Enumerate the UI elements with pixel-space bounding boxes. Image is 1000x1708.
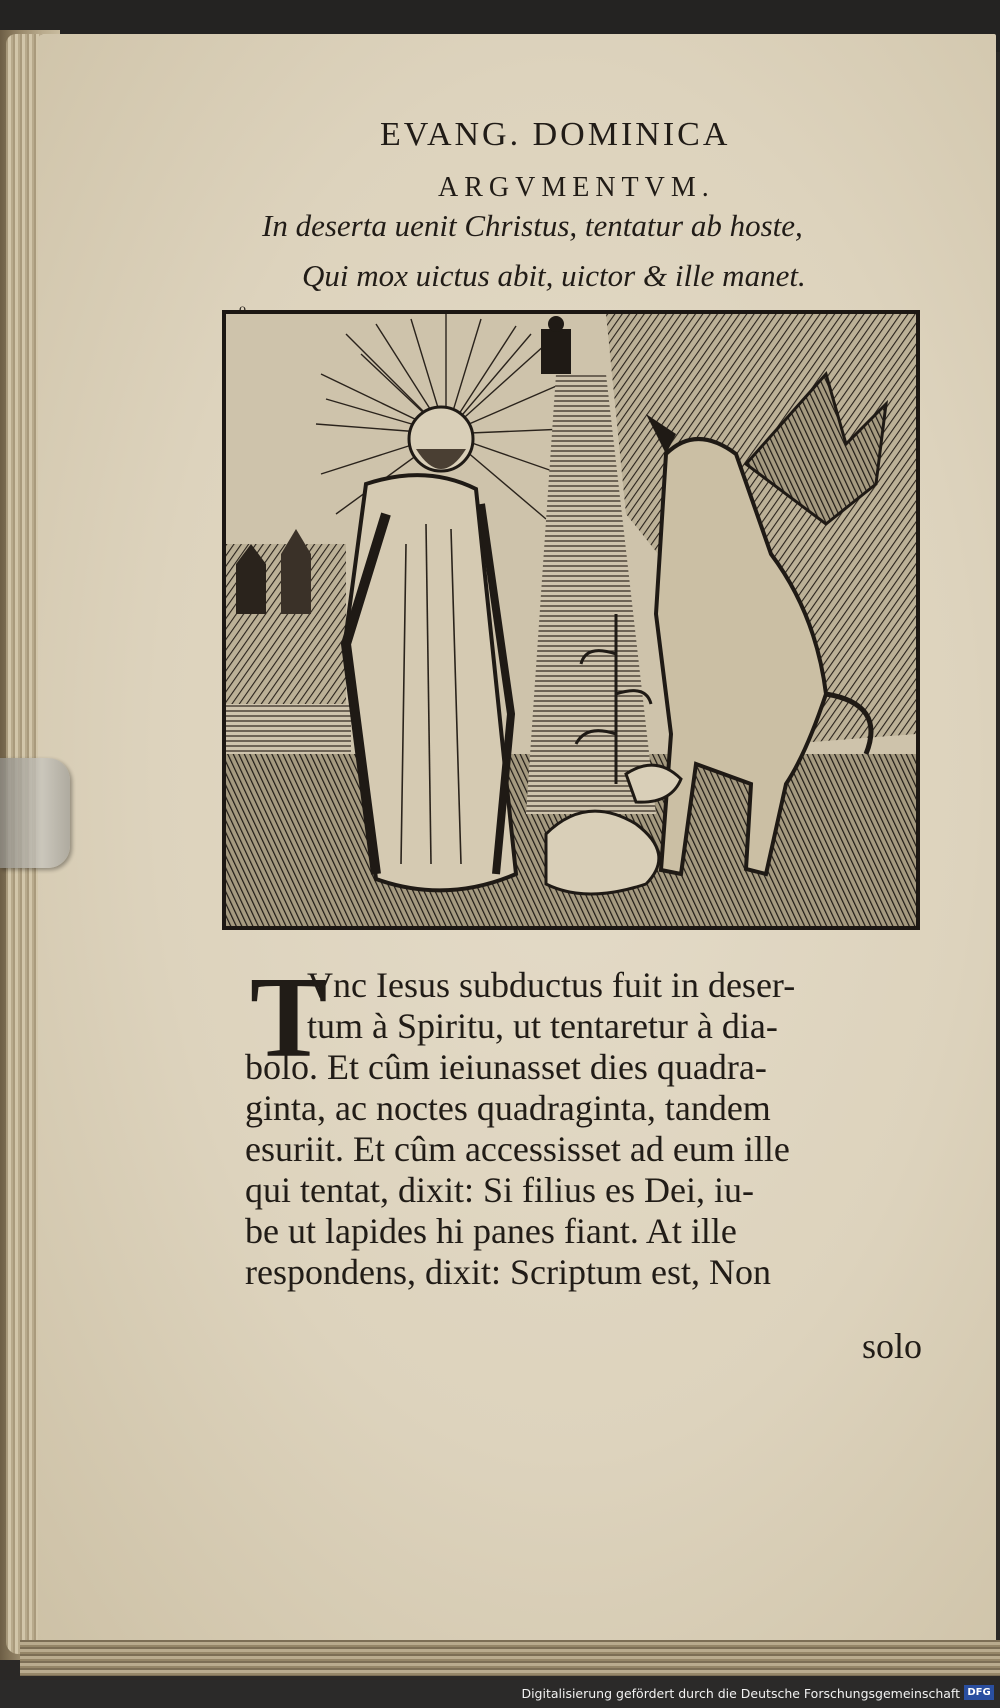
dfg-logo: DFG xyxy=(964,1685,994,1700)
text-line: bolo. Et cûm ieiunasset dies quadra- xyxy=(245,1047,767,1087)
funding-credit: Digitalisierung gefördert durch die Deutsche Forschungsgemeinschaft xyxy=(521,1686,960,1701)
text-line: respondens, dixit: Scriptum est, Non xyxy=(245,1252,771,1292)
text-line: ginta, ac noctes quadraginta, tandem xyxy=(245,1088,771,1128)
text-line: qui tentat, dixit: Si filius es Dei, iu- xyxy=(245,1170,754,1210)
text-line: tum à Spiritu, ut tentaretur à dia- xyxy=(307,1006,778,1046)
gospel-text xyxy=(245,965,925,1293)
drop-cap: T xyxy=(250,954,328,1082)
woodcut-illustration xyxy=(222,310,920,930)
running-head: EVANG. DOMINICA xyxy=(380,116,731,153)
text-line: be ut lapides hi panes fiant. At ille xyxy=(245,1211,737,1251)
text-line: Vnc Iesus subductus fuit in deser- xyxy=(307,965,796,1005)
text-line: esuriit. Et cûm accessisset ad eum ille xyxy=(245,1129,790,1169)
page-edges-bottom xyxy=(20,1640,1000,1676)
argument-verse-2: Qui mox uictus abit, uictor & ille manet. xyxy=(302,258,806,293)
argument-verse-1: In deserta uenit Christus, tentatur ab hoste, xyxy=(262,208,803,243)
catchword: solo xyxy=(862,1326,923,1366)
scanner-clip xyxy=(0,758,70,868)
argument-title: ARGVMENTVM. xyxy=(438,172,715,203)
woodcut-image xyxy=(226,314,916,926)
